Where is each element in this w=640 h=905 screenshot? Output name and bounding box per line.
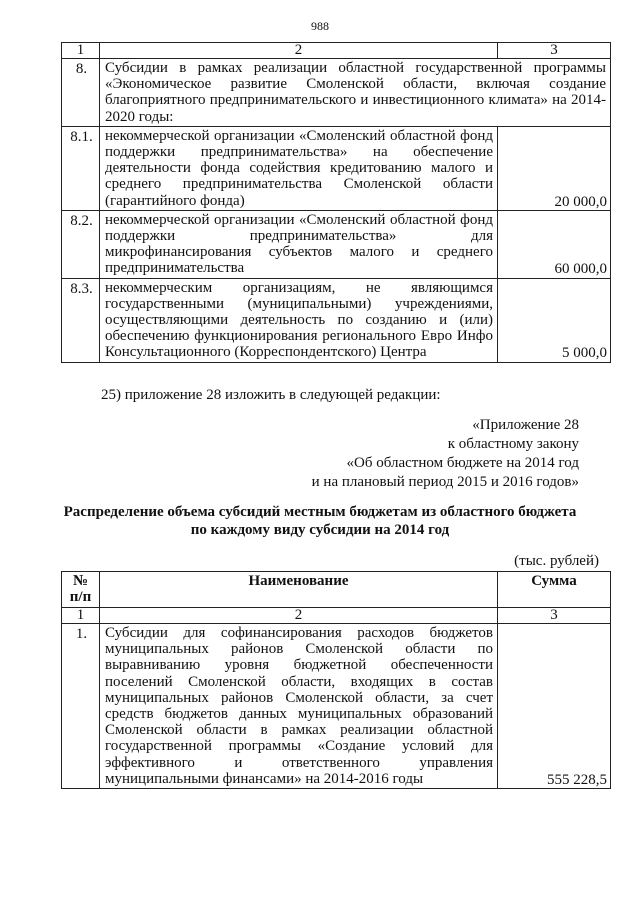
row-text: некоммерческим организациям, не являющимся государственными (муниципальными) учреждениями, осуществляющими деятельность по созданию и (или) обеспечению функционирования регионального Евро Инфо Консультационного (Корреспондентского) Центра — [100, 278, 498, 362]
column-index-2: 2 — [100, 43, 498, 59]
heading-line: по каждому виду субсидии на 2014 год — [190, 522, 450, 538]
heading-line: Распределение объема субсидий местным бюджетам из областного бюджета — [63, 504, 577, 520]
column-header-name: Наименование — [100, 572, 498, 608]
table-index-row — [62, 608, 611, 624]
row-number: 8. — [62, 59, 100, 127]
document-heading — [0, 503, 640, 539]
row-text: Субсидии в рамках реализации областной государственной программы «Экономическое развитие Смоленской области, включая создание благоприятного предпринимательского и инвестиционного климата» на 2014-2020 годы: — [100, 59, 611, 127]
table-index-row — [62, 43, 611, 59]
units-label: (тыс. рублей) — [514, 553, 599, 569]
row-sum: 20 000,0 — [498, 126, 611, 210]
column-header-num: № п/п — [62, 572, 100, 608]
column-index-3: 3 — [498, 43, 611, 59]
table-row — [62, 126, 611, 210]
subsidy-distribution-table — [61, 571, 611, 789]
table-row — [62, 624, 611, 789]
column-index-3: 3 — [498, 608, 611, 624]
table-row — [62, 210, 611, 278]
column-header-sum: Сумма — [498, 572, 611, 608]
row-number: 1. — [62, 624, 100, 789]
row-text: некоммерческой организации «Смоленский областной фонд поддержки предпринимательства» на обеспечение деятельности фонда содействия кредитованию малого и среднего предпринимательства Смоленской области (гарантийного фонда) — [100, 126, 498, 210]
appendix-header — [312, 416, 579, 492]
table-header-row — [62, 572, 611, 608]
table-row — [62, 278, 611, 362]
row-sum: 60 000,0 — [498, 210, 611, 278]
column-index-1: 1 — [62, 43, 100, 59]
column-index-1: 1 — [62, 608, 100, 624]
appendix-line: и на плановый период 2015 и 2016 годов» — [311, 474, 579, 490]
table-row — [62, 59, 611, 127]
page-number: 988 — [311, 19, 329, 33]
row-sum: 5 000,0 — [498, 278, 611, 362]
row-text: некоммерческой организации «Смоленский областной фонд поддержки предпринимательства» для микрофинансирования субъектов малого и среднего предпринимательства — [100, 210, 498, 278]
row-number: 8.1. — [62, 126, 100, 210]
subsidies-table-continued — [61, 42, 611, 363]
row-number: 8.2. — [62, 210, 100, 278]
appendix-line: к областному закону — [447, 436, 579, 452]
row-sum: 555 228,5 — [498, 624, 611, 789]
row-text: Субсидии для софинансирования расходов бюджетов муниципальных районов Смоленской области по выравниванию уровня бюджетной обеспеченности поселений Смоленской области, входящих в состав муниципальных районов Смоленской области, за счет средств бюджетов данных муниципальных образований Смоленской области в рамках реализации областной государственной программы «Создание условий для эффективного и ответственного управления муниципальными финансами» на 2014-2016 годы — [100, 624, 498, 789]
column-index-2: 2 — [100, 608, 498, 624]
appendix-line: «Приложение 28 — [472, 417, 579, 433]
paragraph-25: 25) приложение 28 изложить в следующей редакции: — [101, 387, 441, 403]
appendix-line: «Об областном бюджете на 2014 год — [346, 455, 579, 471]
row-number: 8.3. — [62, 278, 100, 362]
